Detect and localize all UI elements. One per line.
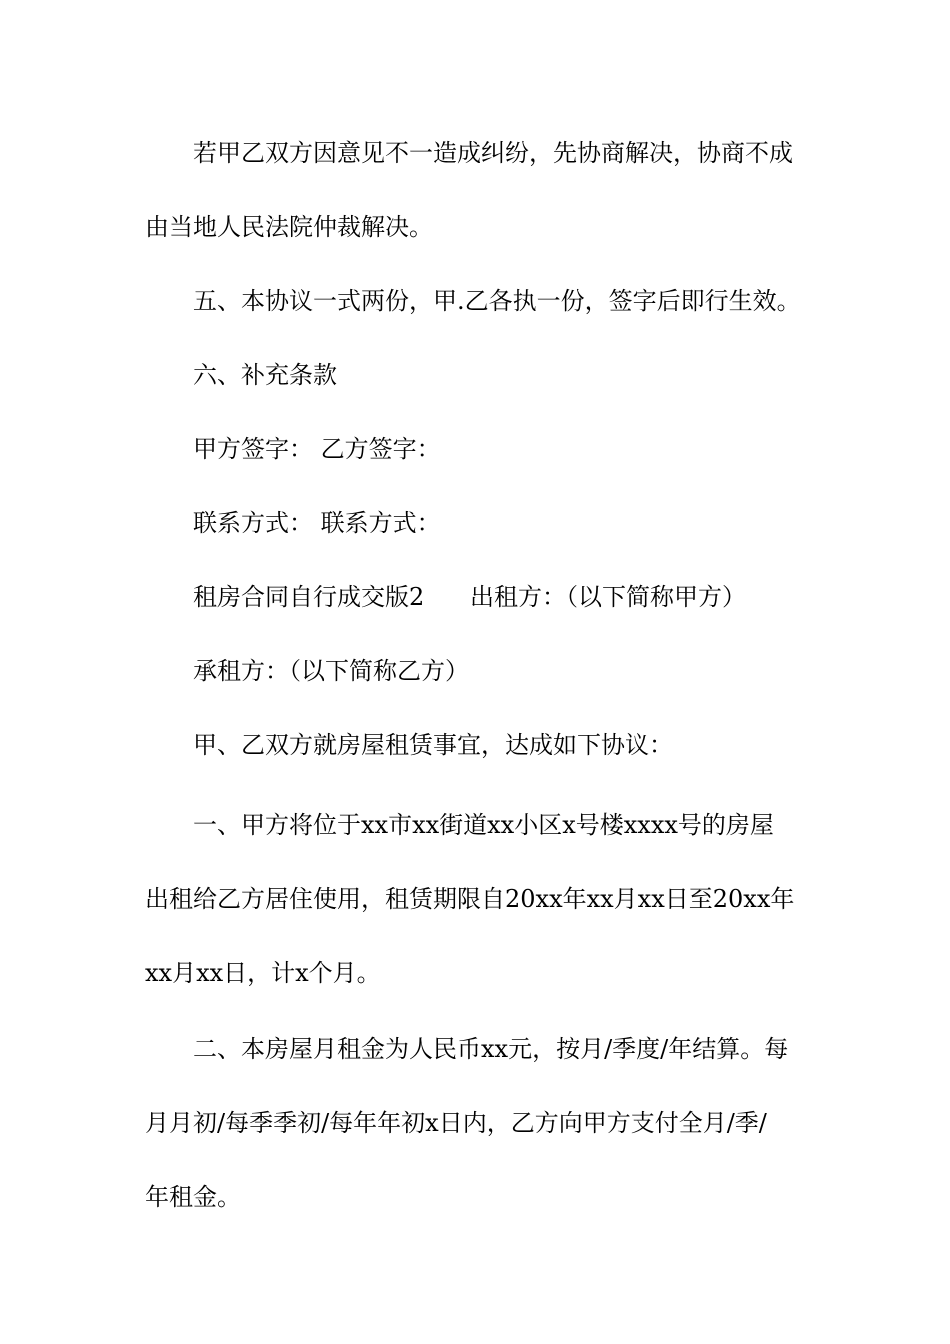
contract-title-lessor: 租房合同自行成交版2 出租方：（以下简称甲方）: [193, 583, 747, 611]
clause-two-cont-2: 年租金。: [145, 1183, 241, 1211]
clause-one-cont-1: 出租给乙方居住使用，租赁期限自20xx年xx月xx日至20xx年: [145, 885, 795, 913]
clause-two: 二、本房屋月租金为人民币xx元，按月/季度/年结算。每: [193, 1035, 789, 1063]
signature-line: 甲方签字： 乙方签字：: [193, 435, 441, 463]
lessee-line: 承租方：（以下简称乙方）: [193, 657, 469, 685]
clause-five: 五、本协议一式两份，甲.乙各执一份，签字后即行生效。: [193, 287, 801, 315]
paragraph-dispute-resolution: 若甲乙双方因意见不一造成纠纷，先协商解决，协商不成: [193, 139, 793, 167]
contact-line: 联系方式： 联系方式：: [193, 509, 441, 537]
clause-one-cont-2: xx月xx日，计x个月。: [145, 959, 381, 987]
agreement-intro: 甲、乙双方就房屋租赁事宜，达成如下协议：: [193, 731, 673, 759]
clause-six-heading: 六、补充条款: [193, 361, 337, 389]
clause-one: 一、甲方将位于xx市xx街道xx小区x号楼xxxx号的房屋: [193, 811, 774, 839]
paragraph-dispute-resolution-cont: 由当地人民法院仲裁解决。: [145, 213, 433, 241]
clause-two-cont-1: 月月初/每季季初/每年年初x日内，乙方向甲方支付全月/季/: [145, 1109, 767, 1137]
